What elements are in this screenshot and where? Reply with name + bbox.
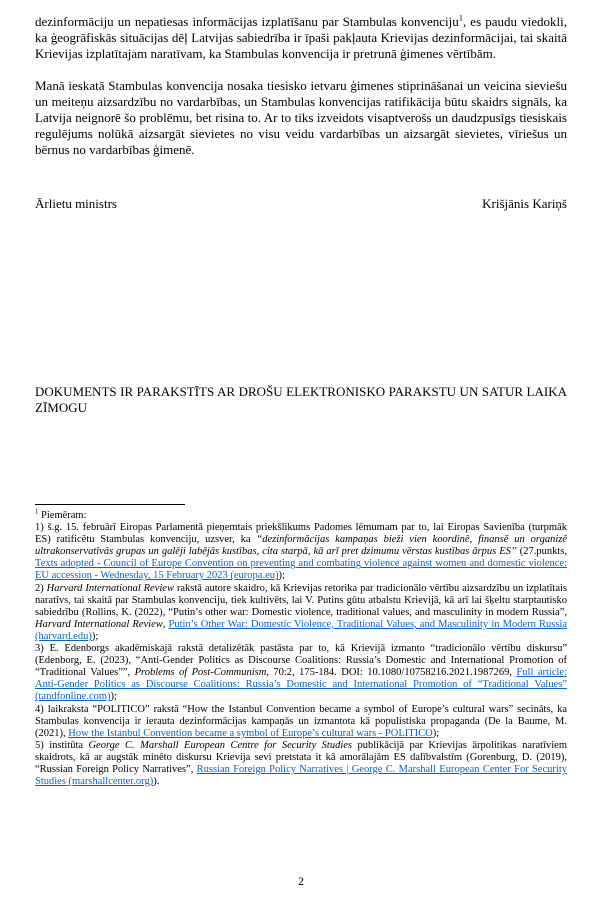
- body-paragraph-1: [35, 14, 567, 62]
- footnote-text: );: [110, 691, 117, 703]
- footnote-text: 2): [35, 582, 47, 594]
- footnote-intro-text: Piemēram:: [38, 510, 87, 521]
- footnote-3-link[interactable]: Full article: Anti-Gender Politics as Discourse Coalitions: Russia’s Domestic and International Promotion of “Traditional Values” (tandfonline.com): [35, 667, 567, 703]
- footnote-2: [35, 583, 567, 643]
- footnote-4: [35, 704, 567, 740]
- footnote-text: ).: [153, 776, 160, 788]
- footnote-5-link[interactable]: Russian Foreign Policy Narratives | George C. Marshall European Center For Security Studies (marshallcenter.org): [35, 763, 567, 788]
- footnote-marker: 1: [35, 508, 39, 516]
- footnote-journal-name: Harvard International Review: [46, 582, 174, 594]
- footnote-institute-name: George C. Marshall European Centre for Security Studies: [88, 739, 352, 751]
- footnote-text: (27.punkts,: [516, 546, 567, 558]
- paragraph-text: , es paudu viedokli, ka ģeogrāfiskās situācijas dēļ Latvijas sabiedrība ir īpaši pakļauta Krievijas dezinformācijai, tai skaitā Krievijas izplatītajam naratīvam, ka Stambulas konvencija ir pretrunā ģimenes vērtībām.: [35, 14, 567, 61]
- footnote-text: ,: [162, 618, 169, 630]
- footnote-separator: [35, 504, 185, 505]
- footnote-text: , 70:2, 175-184. DOI: 10.1080/10758216.2021.1987269,: [266, 667, 517, 679]
- footnote-3: [35, 643, 567, 703]
- footnote-2-link[interactable]: Putin’s Other War: Domestic Violence, Traditional Values, and Masculinity in Modern Russia (harvard.edu): [35, 618, 567, 642]
- footnote-journal-name: Problems of Post-Communism: [134, 667, 267, 679]
- footnote-4-link[interactable]: How the Istanbul Convention became a symbol of Europe’s cultural wars - POLITICO: [68, 727, 433, 739]
- footnote-text: );: [432, 727, 440, 739]
- footnote-text: );: [278, 570, 285, 582]
- footnote-1: [35, 522, 567, 582]
- footnote-quote: “dezinformācijas kampaņas bieži vien koordinē, finansē un organizē ultrakonservatīvās grupas un galēji labējās kustības, cita starpā, kā arī pret dzimumu vērstas kustības ārpus ES’’: [35, 534, 567, 558]
- footnote-text: 3) E. Edenborgs akadēmiskajā rakstā detalizētāk pastāsta par to, kā Krievijā izmanto “tradicionālo vērtību diskursu” (Edenborg, E. (2023), “Anti-Gender Politics as Discourse Coalitions: Russia’s Domestic and International Promotion of “Traditional Values””,: [35, 643, 567, 679]
- footnote-text: 5) institūta: [35, 739, 89, 751]
- footnote-text: publikācijā par Krievijas ārpolitikas naratīviem skaidrots, kā ar augstāk minēto diskursu Krievija sevi pretstata it kā amorālajām ES dalībvalstīm (Gorenburg, D. (2019), “Russian Foreign Policy Narratives”,: [35, 739, 567, 775]
- page-number: 2: [298, 874, 304, 888]
- footnote-text: rakstā autore skaidro, kā Krievijas retorika par tradicionālo vērtību aizsardzību un izplatītais naratīvs, tai skaitā par Stambulas konvenciju, tiek kultivēts, lai V. Putins gūtu atbalstu Krievijā, kā arī lai šķeltu starptautisko sabiedrību (Rollins, K. (2022), “Putin’s other war: Domestic violence, traditional values, and masculinity in modern Russia”,: [35, 582, 568, 618]
- footnote-ref-1: 1: [458, 12, 463, 23]
- footnote-text: );: [91, 630, 99, 642]
- footnote-text: 4) laikraksta “POLITICO” rakstā “How the Istanbul Convention became a symbol of Europe’s cultural wars” secināts, ka Stambulas konvencija ir ierauta dezinformācijas kampaņās un izmantota kā populistiska propaganda (De la Baume, M. (2021),: [35, 703, 567, 739]
- signatory-title: Ārlietu ministrs: [35, 196, 117, 211]
- footnotes: [35, 504, 567, 788]
- footnote-1-link[interactable]: Texts adopted - Council of Europe Convention on preventing and combating violence against women and domestic violence: EU accession - Wednesday, 15 February 2023 (europa.eu): [35, 558, 567, 582]
- signature-row: [35, 196, 567, 212]
- signature-statement: DOKUMENTS IR PARAKSTĪTS AR DROŠU ELEKTRONISKO PARAKSTU UN SATUR LAIKA ZĪMOGU: [35, 384, 567, 415]
- paragraph-text: dezinformāciju un nepatiesas informācijas izplatīšanu par Stambulas konvenciju: [35, 14, 459, 29]
- footnote-intro: [35, 510, 567, 522]
- footnote-journal-name: Harvard International Review: [35, 618, 163, 630]
- body-paragraph-2: Manā ieskatā Stambulas konvencija nosaka tiesisko ietvaru ģimenes stiprināšanai un veicina sieviešu un meiteņu aizsardzību no vardarbības, un Stambulas konvencijas ratifikācija būtu skaidrs signāls, ka Latvija neignorē šo problēmu, bet risina to. Ar to tiks izveidots visaptverošs un daudzpusīgs tiesiskais regulējums nolūkā aizsargāt sievietes no visu veidu vardarbības un aizsargāt sievietes, vīriešus un bērnus no vardarbības ģimenē.: [35, 78, 567, 157]
- footnote-5: [35, 740, 567, 788]
- signatory-name: Krišjānis Kariņš: [482, 196, 567, 211]
- footnote-text: 1) š.g. 15. februārī Eiropas Parlamentā pieņemtais priekšlikums Padomes lēmumam par to, lai Eiropas Savienība (turpmāk ES) ratificētu Stambulas konvenciju, uzsver, ka: [35, 522, 567, 546]
